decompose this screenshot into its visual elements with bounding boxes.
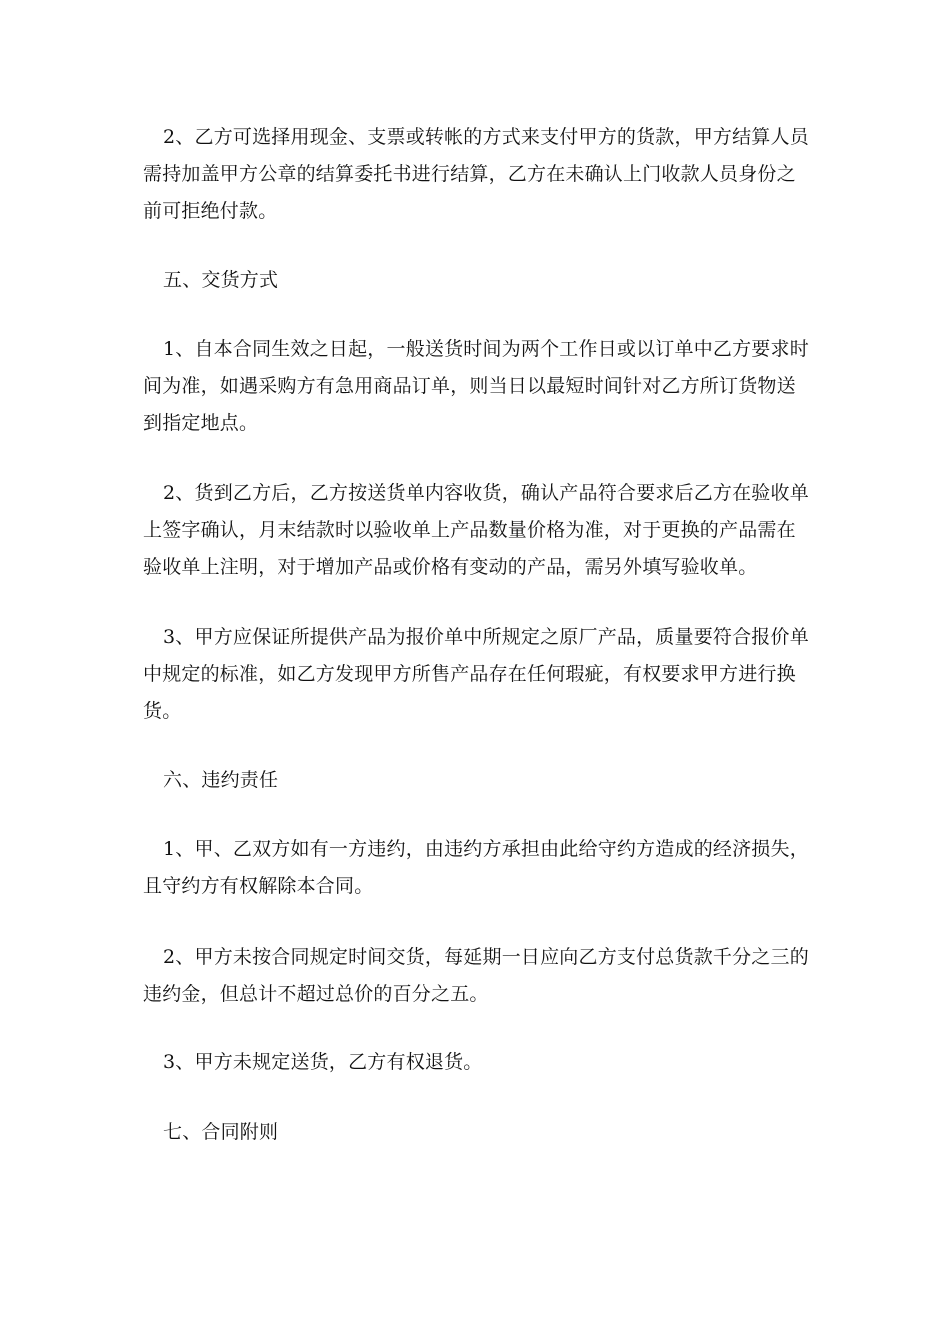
paragraph-payment-method: 2、乙方可选择用现金、支票或转帐的方式来支付甲方的货款，甲方结算人员需持加盖甲方公章的结算委托书进行结算，乙方在未确认上门收款人员身份之前可拒绝付款。 <box>143 126 809 222</box>
section-heading-delivery: 五、交货方式 <box>163 269 279 291</box>
paragraph-breach-loss: 1、甲、乙双方如有一方违约，由违约方承担由此给守约方造成的经济损失，且守约方有权解除本合同。 <box>143 838 809 897</box>
paragraph-return-right: 3、甲方未规定送货，乙方有权退货。 <box>163 1051 483 1073</box>
paragraph-late-delivery-penalty: 2、甲方未按合同规定时间交货，每延期一日应向乙方支付总货款千分之三的违约金，但总计不超过总价的百分之五。 <box>143 946 809 1005</box>
paragraph-delivery-time: 1、自本合同生效之日起，一般送货时间为两个工作日或以订单中乙方要求时间为准，如遇采购方有急用商品订单，则当日以最短时间针对乙方所订货物送到指定地点。 <box>143 338 809 434</box>
section-heading-liability: 六、违约责任 <box>163 769 279 791</box>
section-heading-annex: 七、合同附则 <box>163 1121 279 1143</box>
paragraph-product-quality: 3、甲方应保证所提供产品为报价单中所规定之原厂产品，质量要符合报价单中规定的标准，如乙方发现甲方所售产品存在任何瑕疵，有权要求甲方进行换货。 <box>143 626 809 722</box>
paragraph-receipt-confirmation: 2、货到乙方后，乙方按送货单内容收货，确认产品符合要求后乙方在验收单上签字确认，月末结款时以验收单上产品数量价格为准，对于更换的产品需在验收单上注明，对于增加产品或价格有变动的产品，需另外填写验收单。 <box>143 482 809 578</box>
